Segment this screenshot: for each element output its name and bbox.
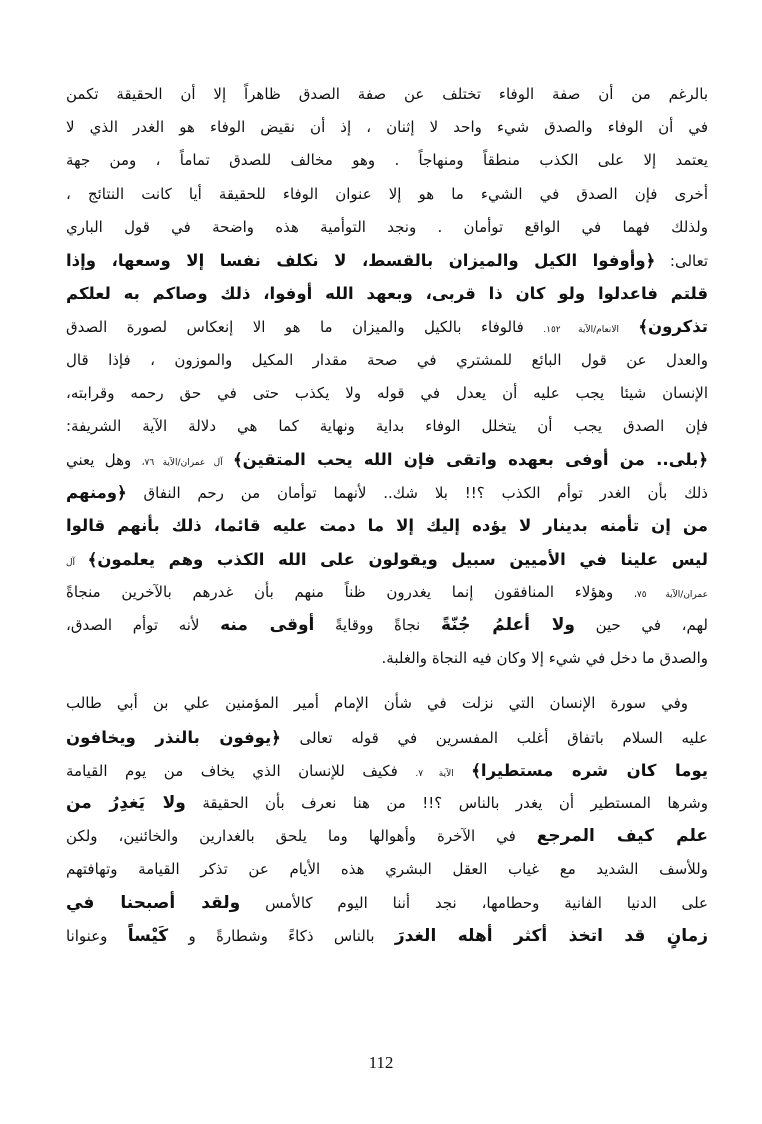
text-line xyxy=(66,576,708,609)
text-line xyxy=(66,820,708,853)
emphasis-text: زمانٍ قد اتخذ أكثر أهله الغدرَ xyxy=(394,925,708,946)
body-text: وعنوانا xyxy=(66,926,108,945)
text-line xyxy=(66,609,708,642)
text-line xyxy=(66,377,708,410)
body-text: فإن الصدق يجب أن يتخلل الوفاء بداية ونهاية كما هي دلالة الآية الشريفة: xyxy=(66,416,708,435)
body-text: والصدق ما دخل في شيء إلا وكان فيه النجاة والغلبة. xyxy=(381,649,708,668)
body-text: وللأسف الشديد مع غياب العقل البشري هذه الأيام عن تذكر القيامة وتهافتهم xyxy=(66,860,708,879)
text-line xyxy=(66,543,708,576)
text-line xyxy=(66,887,708,920)
body-text: الإنسان شيئا يجب عليه أن يعدل في قوله ولا يكذب حتى في حق رحمه وقرابته، xyxy=(66,383,708,402)
body-text: لهم، في حين xyxy=(595,616,708,634)
text-line xyxy=(66,111,708,144)
page-number: 112 xyxy=(368,1053,394,1072)
text-line xyxy=(66,476,708,509)
quran-verse: ﴿بلى.. من أوفى بعهده واتقى فإن الله يحب المتقين﴾ xyxy=(233,450,708,470)
text-line xyxy=(66,853,708,886)
page-body xyxy=(66,78,708,953)
body-text: نجاةً ووقايةً xyxy=(335,616,421,634)
text-line xyxy=(66,509,708,542)
text-line xyxy=(66,78,708,111)
body-text: ذلك بأن الغدر توأم الكذب ؟!! بلا شك.. لأنهما توأمان من رحم النفاق xyxy=(143,484,708,503)
quran-verse: تذكرون﴾ xyxy=(638,317,708,337)
body-text: فكيف للإنسان الذي يخاف من يوم القيامة xyxy=(66,761,398,780)
body-text: بالرغم من أن صفة الوفاء تختلف عن صفة الصدق ظاهراً إلا أن الحقيقة تكمن xyxy=(66,85,708,103)
text-line xyxy=(66,244,708,277)
verse-reference: الآية ٧. xyxy=(415,768,454,779)
paragraph xyxy=(66,78,708,675)
quran-verse: قلتم فاعدلوا ولو كان ذا قربى، وبعهد الله أوفوا، ذلك وصاكم به لعلكم xyxy=(66,284,708,304)
text-line xyxy=(66,410,708,443)
body-text: ولذلك فهما في الواقع توأمان . ونجد التوأمية هذه واضحة في قول الباري xyxy=(66,217,708,236)
quran-verse: ﴿ومنهم xyxy=(66,483,127,503)
body-text: في أن الوفاء والصدق شيء واحد لا إثنان ، إذ أن نقيض الوفاء هو الغدر الذي لا xyxy=(66,118,708,137)
body-text: تعالى: xyxy=(669,251,708,270)
body-text: وهؤلاء المنافقون إنما يغدرون ظناً منهم بأن غدرهم بالآخرين منجاةً xyxy=(66,582,614,601)
text-line xyxy=(66,178,708,211)
verse-reference: عمران/الآية ٧٥، xyxy=(633,589,708,600)
body-text: أخرى فإن الصدق في الشيء ما هو إلا عنوان الوفاء للحقيقة أيا كانت النتائج ، xyxy=(66,184,708,203)
text-line xyxy=(66,277,708,310)
body-text: لأنه توأم الصدق، xyxy=(66,616,200,634)
body-text: والعدل عن قول البائع للمشتري في صحة مقدار المكيل والموزون ، فإذا قال xyxy=(66,350,708,369)
body-text: بالناس ذكاءً وشطارةً و xyxy=(188,926,375,945)
body-text: في الآخرة وأهوالها وما يلحق بالغدارين والخائنين، ولكن xyxy=(66,827,516,846)
text-line xyxy=(66,754,708,787)
text-line xyxy=(66,721,708,754)
body-text: على الدنيا الفانية وحطامها، نجد أننا اليوم كالأمس xyxy=(265,893,708,912)
emphasis-text: ولقد أصبحنا في xyxy=(66,892,241,913)
body-text: فالوفاء بالكيل والميزان ما هو الا إنعكاس لصورة الصدق xyxy=(66,318,524,337)
paragraph xyxy=(66,687,708,953)
quran-verse: من إن تأمنه بدينار لا يؤده إليك إلا ما دمت عليه قائما، ذلك بأنهم قالوا xyxy=(66,516,708,536)
quran-verse: ﴿وأوفوا الكيل والميزان بالقسط، لا نكلف نفسا إلا وسعها، وإذا xyxy=(66,250,656,270)
body-text: وشرها المستطير أن يغدر بالناس ؟!! من هنا نعرف بأن الحقيقة xyxy=(202,793,708,812)
emphasis-text: ولا أعلمُ جُنّةً xyxy=(440,615,575,635)
text-line xyxy=(66,787,708,820)
emphasis-text: ولا يَغدِرُ من xyxy=(66,792,186,813)
text-line xyxy=(66,687,708,720)
text-line xyxy=(66,211,708,244)
text-line xyxy=(66,144,708,177)
emphasis-text: أوقى منه xyxy=(220,615,315,635)
emphasis-text: كَيْساً xyxy=(127,925,169,946)
text-line xyxy=(66,920,708,953)
body-text: وهل يعني xyxy=(66,451,132,470)
body-text: يعتمد إلا على الكذب منطقاً ومنهاجاً . وهو مخالف للصدق تماماً ، ومن جهة xyxy=(66,151,708,170)
quran-verse: ليس علينا في الأميين سبيل ويقولون على الله الكذب وهم يعلمون﴾ xyxy=(87,549,708,569)
quran-verse: ﴿يوفون بالنذر ويخافون xyxy=(66,727,281,747)
text-line xyxy=(66,344,708,377)
text-line xyxy=(66,642,708,675)
verse-reference: آل xyxy=(66,557,76,568)
text-line xyxy=(66,310,708,343)
verse-reference: آل عمران/الآية ٧٦، xyxy=(141,458,223,469)
emphasis-text: علم كيف المرجع xyxy=(536,826,708,847)
body-text: وفي سورة الإنسان التي نزلت في شأن الإمام أمير المؤمنين علي بن أبي طالب xyxy=(66,694,688,713)
quran-verse: يوما كان شره مستطيرا﴾ xyxy=(471,760,708,780)
body-text: عليه السلام باتفاق أغلب المفسرين في قوله تعالى xyxy=(299,728,708,747)
verse-reference: الانعام/الآية ١٥٢. xyxy=(543,325,619,336)
text-line xyxy=(66,443,708,476)
